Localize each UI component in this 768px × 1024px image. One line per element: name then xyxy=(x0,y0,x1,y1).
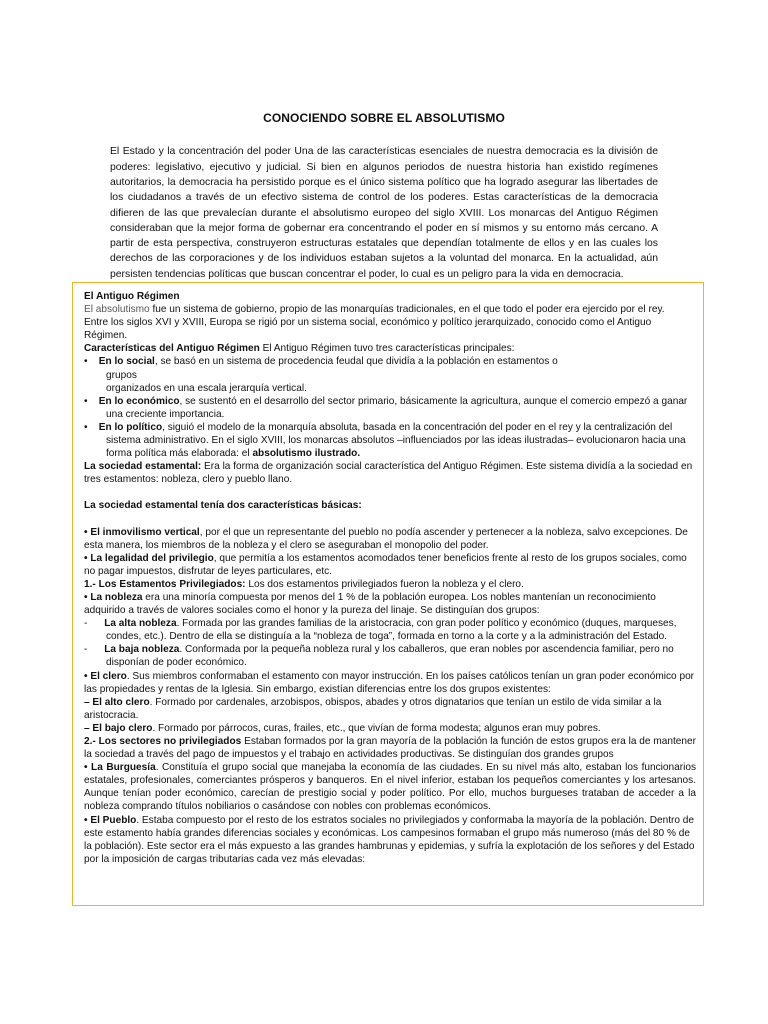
privilegiados-paragraph xyxy=(84,578,696,591)
definition-term: El absolutismo xyxy=(84,304,150,316)
legalidad-paragraph xyxy=(84,552,696,578)
pueblo-paragraph xyxy=(84,814,696,866)
bullet-continuation: grupos xyxy=(106,369,137,381)
section-heading: El Antiguo Régimen xyxy=(84,291,180,302)
legalidad-text: , que permitía a los estamentos acomodados tener beneficios frente al resto de los grupos sociales, como no pagar impuestos, disfrutar de leyes particulares, etc. xyxy=(84,552,687,577)
bullet-continuation: organizados en una escala jerarquía vertical. xyxy=(106,382,307,394)
bullet-term: En lo social xyxy=(98,356,155,368)
burguesia-term: • La Burguesía xyxy=(84,762,156,774)
alto-clero-term: – El alto clero xyxy=(84,696,150,708)
intro-paragraph: El Estado y la concentración del poder Una de las características esenciales de nuestra democracia es la división de poderes: legislativo, ejecutivo y judicial. Si bien en algunos periodos de nuestra historia han existido regímenes autoritarios, la democracia ha persistido porque es el único sistema político que ha logrado asegurar las libertades de los ciudadanos a través de un efectivo sistema de control de los poderes. Estas características de la democracia difieren de las que prevalecían durante el absolutismo europeo del siglo XVIII. Los monarcas del Antiguo Régimen consideraban que la mejor forma de gobernar era concentrando el poder en sí mismos y su entorno más cercano. A partir de esta perspectiva, construyeron estructuras estatales que dependían totalmente de ellos y en las cuales los derechos de las corporaciones y de los individuos estaban sujetos a la voluntad del monarca. En la actualidad, aún persisten tendencias políticas que buscan concentrar el poder, lo cual es un peligro para la vida en democracia. xyxy=(110,146,658,280)
no-privilegiados-paragraph xyxy=(84,735,696,761)
no-privilegiados-text: Estaban formados por la gran mayoría de la población la función de estos grupos era la de mantener la sociedad a través del pago de impuestos y el trabajo en actividades productivas. Se distinguían dos grandes grupos xyxy=(84,736,697,761)
nobleza-text: era una minoría compuesta por menos del 1 % de la población europea. Los nobles mantenían un reconocimiento adquirido a través de valores sociales como el honor y la pureza del linaje. Se distinguían dos grupos: xyxy=(84,591,656,617)
pueblo-term: • El Pueblo xyxy=(84,814,137,826)
page-title: CONOCIENDO SOBRE EL ABSOLUTISMO xyxy=(263,111,505,125)
clero-term: • El clero xyxy=(84,670,127,682)
content-box xyxy=(84,290,696,866)
bullet-term: En lo político xyxy=(98,421,163,433)
bullet-text: , se basó en un sistema de procedencia feudal que dividía a la población en estamentos o xyxy=(154,356,558,368)
bullet-text: , siguió el modelo de la monarquía absoluta, basada en la concentración del poder en el rey y la centralización del sistema administrativo. En el siglo XVIII, los monarcas absolutos –influenciados por las ideas ilustradas– evolucionaron hacia una forma política más elaborada: el xyxy=(106,421,686,460)
inmovilismo-term: • El inmovilismo vertical xyxy=(84,526,200,538)
dash-icon: - xyxy=(84,618,88,630)
inmovilismo-paragraph xyxy=(84,526,696,552)
alto-clero-paragraph xyxy=(84,696,696,722)
baja-nobleza-term: La baja nobleza xyxy=(104,644,180,656)
siglos-paragraph: Entre los siglos XVI y XVIII, Europa se rigió por un sistema social, económico y político jerarquizado, conocido como el Antiguo Régimen. xyxy=(84,317,652,342)
privilegiados-title: 1.- Los Estamentos Privilegiados: xyxy=(84,578,246,590)
bullet-icon: • xyxy=(84,421,88,433)
alta-nobleza-item xyxy=(84,617,696,643)
burguesia-paragraph xyxy=(84,761,696,813)
alta-nobleza-term: La alta nobleza xyxy=(104,618,177,630)
baja-nobleza-item xyxy=(84,643,696,669)
estamental-term: La sociedad estamental: xyxy=(84,461,202,473)
alto-clero-text: . Formado por cardenales, arzobispos, obispos, abades y otros dignatarios que tenían un estilo de vida similar a la aristocracia. xyxy=(84,696,662,721)
bullet-text: , se sustentó en el desarrollo del sector primario, básicamente la agricultura, aunque el comercio empezó a ganar una creciente importancia. xyxy=(106,395,688,420)
dash-icon: - xyxy=(84,644,88,656)
definition-text: fue un sistema de gobierno, propio de las monarquías tradicionales, en el que todo el poder era ejercido por el rey. xyxy=(149,304,665,316)
burguesia-text: . Constituía el grupo social que manejaba la economía de las ciudades. En su nivel más alto, estaban los funcionarios estatales, profesionales, comerciantes prósperos y banqueros. En el nivel inferior, estaban los pequeños comerciantes y los artesanos. Aunque tenían poder económico, carecían de prestigio social y poder político. Por ello, muchos burgueses trataban de acceder a la nobleza comprando títulos nobiliarios o casándose con nobles con problemas económicos. xyxy=(84,762,696,813)
bajo-clero-text: . Formado por párrocos, curas, frailes, etc., que vivían de forma modesta; algunos eran muy pobres. xyxy=(152,722,601,734)
privilegiados-text: Los dos estamentos privilegiados fueron la nobleza y el clero. xyxy=(245,578,524,590)
list-item xyxy=(84,395,696,421)
inmovilismo-text: , por el que un representante del pueblo no podía ascender y pertenecer a la nobleza, salvo excepciones. De esta manera, los miembros de la nobleza y el clero se aseguraban el monopolio del poder. xyxy=(84,526,688,551)
caracteristicas-title: Características del Antiguo Régimen xyxy=(84,343,260,355)
clero-text: . Sus miembros conformaban el estamento con mayor instrucción. En los países católicos tenían un gran poder económico por las propiedades y rentas de la Iglesia. Sin embargo, existían diferencias entre los dos grupos existentes: xyxy=(84,670,695,695)
bullet-icon: • xyxy=(84,395,88,407)
basicas-title: La sociedad estamental tenía dos características básicas: xyxy=(84,500,362,512)
bajo-clero-term: – El bajo clero xyxy=(84,722,153,734)
pueblo-text: . Estaba compuesto por el resto de los estratos sociales no privilegiados y conformaba la mayoría de la población. Dentro de este estamento había grandes diferencias sociales y económicas. Los campesinos formaban el grupo más numeroso (más del 80 % de la población). Este sector era el más expuesto a las grandes hambrunas y epidemias, y sufría la explotación de los señores y del Estado por la imposición de cargas tributarias cada vez más elevadas: xyxy=(84,814,695,865)
bullet-bold-tail: absolutismo ilustrado. xyxy=(252,448,361,460)
estamental-paragraph xyxy=(84,460,696,486)
bullet-icon: • xyxy=(84,356,88,368)
caracteristicas-paragraph xyxy=(84,342,696,355)
legalidad-term: • La legalidad del privilegio xyxy=(84,552,214,564)
definition-paragraph xyxy=(84,303,696,316)
alta-nobleza-text: . Formada por las grandes familias de la aristocracia, con gran poder político y económico (duques, marqueses, condes, etc.). Dentro de ella se distinguía a la “nobleza de toga”, formada en torno a la corte y a la administración del Estado. xyxy=(106,618,677,643)
bullet-term: En lo económico xyxy=(98,395,180,407)
clero-paragraph xyxy=(84,670,696,696)
bajo-clero-paragraph xyxy=(84,722,696,735)
no-privilegiados-term: 2.- Los sectores no privilegiados xyxy=(84,736,242,747)
caracteristicas-text: El Antiguo Régimen tuvo tres características principales: xyxy=(259,343,515,355)
nobleza-paragraph xyxy=(84,591,696,617)
list-item xyxy=(84,421,696,460)
estamental-text: Era la forma de organización social característica del Antiguo Régimen. Este sistema dividía a la sociedad en tres estamentos: nobleza, clero y pueblo llano. xyxy=(84,461,693,486)
nobleza-term: • La nobleza xyxy=(84,591,143,603)
list-item xyxy=(84,355,696,368)
baja-nobleza-text: . Conformada por la pequeña nobleza rural y los caballeros, que eran nobles por ascendencia familiar, pero no disponían de poder económico. xyxy=(106,644,674,669)
